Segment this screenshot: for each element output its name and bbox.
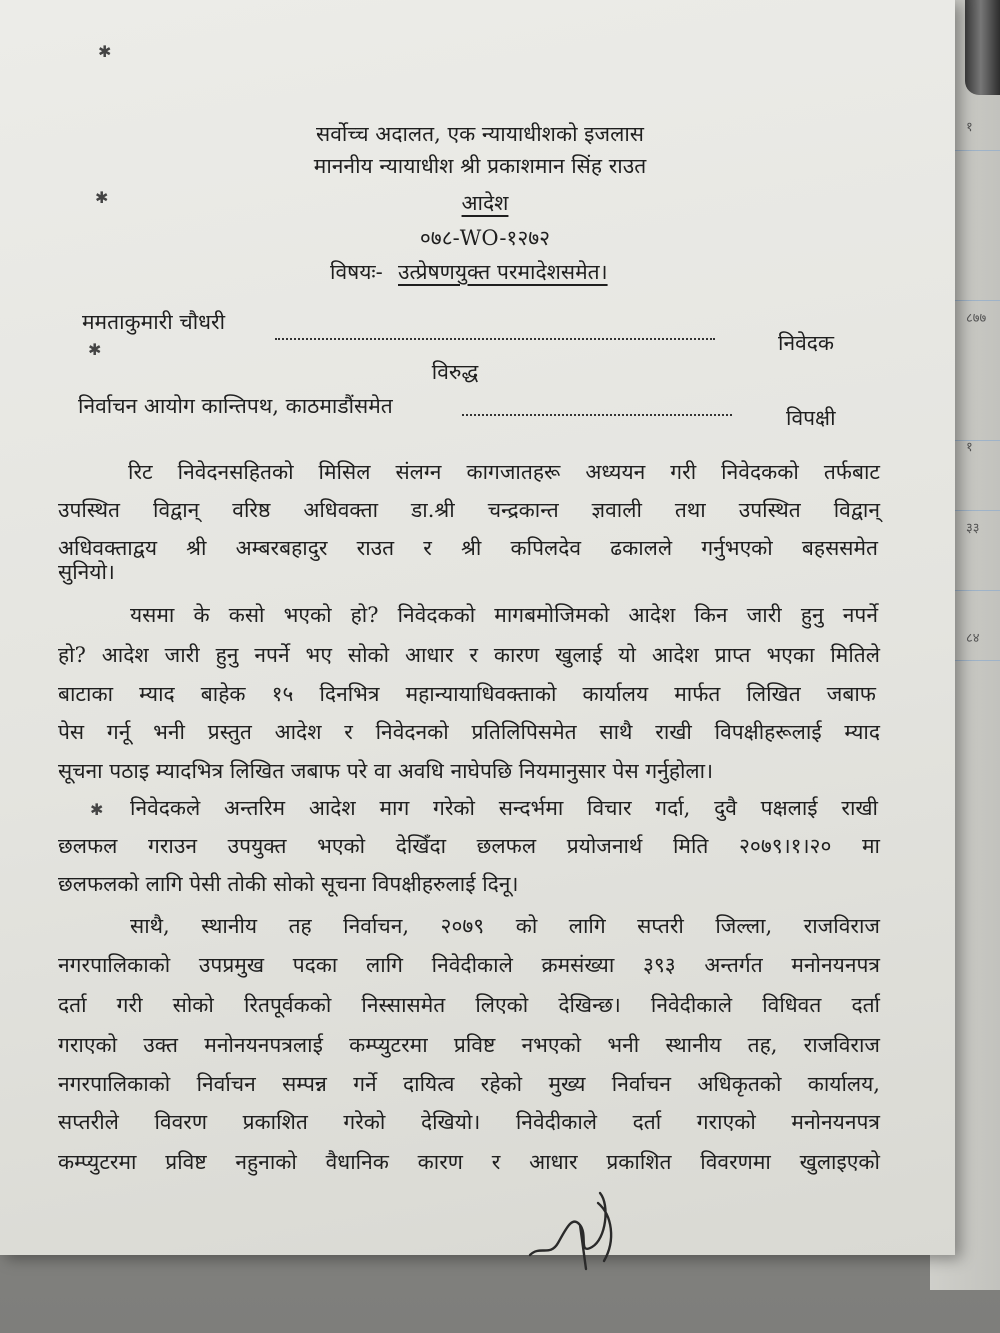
margin-number: ८७७	[966, 311, 987, 326]
paragraph-line: रिट निवेदनसहितको मिसिल संलग्न कागजातहरू अध्ययन गरी निवेदकको तर्फबाट	[128, 460, 880, 484]
margin-number: ३३	[966, 521, 980, 536]
ink-speck: ✱	[95, 188, 109, 207]
paragraph-line: अधिवक्ताद्वय श्री अम्बरबहादुर राउत र श्री कपिलदेव ढकालले गर्नुभएको बहससमेत	[58, 536, 878, 560]
paragraph-line: उपस्थित विद्वान् वरिष्ठ अधिवक्ता डा.श्री चन्द्रकान्त ज्ञवाली तथा उपस्थित विद्वान्	[58, 498, 880, 522]
paragraph-line: निवेदकले अन्तरिम आदेश माग गरेको सन्दर्भमा विचार गर्दा, दुवै पक्षलाई राखी	[130, 796, 878, 820]
margin-number: १	[966, 440, 973, 455]
subject-label: विषयः-	[330, 260, 383, 284]
margin-number: १	[966, 120, 973, 135]
ink-speck: ✱	[90, 800, 104, 819]
paragraph-line: नगरपालिकाको निर्वाचन सम्पन्न गर्ने दायित्व रहेको मुख्य निर्वाचन अधिकृतको कार्यालय,	[58, 1072, 880, 1096]
judge-name: माननीय न्यायाधीश श्री प्रकाशमान सिंह राउत	[313, 154, 647, 178]
paragraph-line: पेस गर्नू भनी प्रस्तुत आदेश र निवेदनको प्रतिलिपिसमेत साथै राखी विपक्षीहरूलाई म्याद	[58, 720, 880, 744]
signature-mark	[520, 1185, 630, 1275]
paragraph-line: नगरपालिकाको उपप्रमुख पदका लागि निवेदीकाले क्रमसंख्या ३९३ अन्तर्गत मनोनयनपत्र	[58, 953, 880, 977]
ink-speck: ✱	[98, 42, 112, 61]
subject-text: उत्प्रेषणयुक्त परमादेशसमेत।	[398, 260, 608, 284]
dotted-leader	[275, 338, 715, 340]
petitioner-name: ममताकुमारी चौधरी	[82, 310, 226, 334]
paragraph-line: दर्ता गरी सोको रितपूर्वकको निस्सासमेत लिएको देखिन्छ। निवेदीकाले विधिवत दर्ता	[58, 993, 880, 1017]
dotted-leader	[462, 414, 732, 416]
paragraph-line: छलफल गराउन उपयुक्त भएको देखिँदा छलफल प्रयोजनार्थ मिति २०७९।१।२० मा	[58, 834, 880, 858]
paragraph-line: गराएको उक्त मनोनयनपत्रलाई कम्प्युटरमा प्रविष्ट नभएको भनी स्थानीय तह, राजविराज	[58, 1033, 880, 1057]
notebook-rule	[955, 510, 1000, 511]
notebook-rule	[955, 150, 1000, 151]
case-number: ०७८-WO-१२७२	[419, 226, 551, 250]
paragraph-line: हो? आदेश जारी हुनु नपर्ने भए सोको आधार र कारण खुलाई यो आदेश प्राप्त भएका मितिले	[58, 643, 880, 667]
court-title: सर्वोच्च अदालत, एक न्यायाधीशको इजलास	[316, 122, 644, 146]
ink-speck: ✱	[88, 340, 102, 359]
document-type: आदेश	[461, 191, 509, 215]
respondent-role: विपक्षी	[786, 406, 836, 430]
notebook-rule	[955, 660, 1000, 661]
versus-label: विरुद्ध	[431, 360, 479, 384]
margin-number: ८४	[966, 631, 980, 646]
paragraph-line: छलफलको लागि पेसी तोकी सोको सूचना विपक्षीहरुलाई दिनू।	[58, 872, 519, 896]
notebook-rule	[955, 590, 1000, 591]
paragraph-line: सूचना पठाइ म्यादभित्र लिखित जबाफ परे वा अवधि नाघेपछि नियमानुसार पेस गर्नुहोला।	[58, 759, 714, 783]
notebook-rule	[955, 440, 1000, 441]
notebook-rule	[955, 300, 1000, 301]
pen-object	[965, 0, 1000, 95]
paragraph-line: कम्प्युटरमा प्रविष्ट नहुनाको वैधानिक कारण र आधार प्रकाशित विवरणमा खुलाइएको	[58, 1150, 880, 1174]
paragraph-line: यसमा के कसो भएको हो? निवेदकको मागबमोजिमको आदेश किन जारी हुनु नपर्ने	[130, 603, 878, 627]
paragraph-line: बाटाका म्याद बाहेक १५ दिनभित्र महान्यायाधिवक्ताको कार्यालय मार्फत लिखित जबाफ	[58, 682, 876, 706]
paragraph-line: साथै, स्थानीय तह निर्वाचन, २०७९ को लागि सप्तरी जिल्ला, राजविराज	[130, 914, 880, 938]
paragraph-line: सप्तरीले विवरण प्रकाशित गरेको देखियो। निवेदीकाले दर्ता गराएको मनोनयनपत्र	[58, 1110, 880, 1134]
petitioner-role: निवेदक	[778, 331, 835, 355]
respondent-name: निर्वाचन आयोग कान्तिपथ, काठमाडौंसमेत	[78, 394, 393, 418]
paragraph-line: सुनियो।	[58, 560, 115, 584]
